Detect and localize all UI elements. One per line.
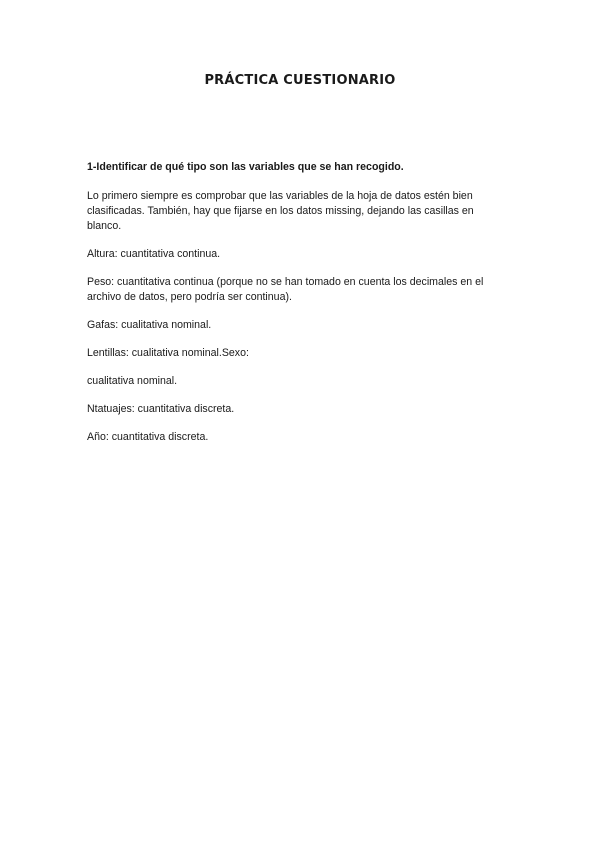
variable-sexo: cualitativa nominal. — [87, 375, 178, 387]
variable-peso: Peso: cuantitativa continua (porque no se han tomado en cuenta los decimales en el archivo de datos, pero podría ser continua). — [87, 276, 484, 303]
variable-ano: Año: cuantitativa discreta. — [87, 431, 209, 443]
document-title: PRÁCTICA CUESTIONARIO — [204, 73, 396, 88]
document-body — [87, 160, 507, 458]
question-heading: 1-Identificar de qué tipo son las variables que se han recogido. — [87, 161, 404, 173]
intro-paragraph: Lo primero siempre es comprobar que las variables de la hoja de datos estén bien clasificadas. También, hay que fijarse en los datos missing, dejando las casillas en blanco. — [87, 190, 474, 232]
variable-lentillas: Lentillas: cualitativa nominal.Sexo: — [87, 347, 249, 359]
variable-gafas: Gafas: cualitativa nominal. — [87, 319, 212, 331]
variable-ntatuajes: Ntatuajes: cuantitativa discreta. — [87, 403, 235, 415]
variable-altura: Altura: cuantitativa continua. — [87, 248, 221, 260]
